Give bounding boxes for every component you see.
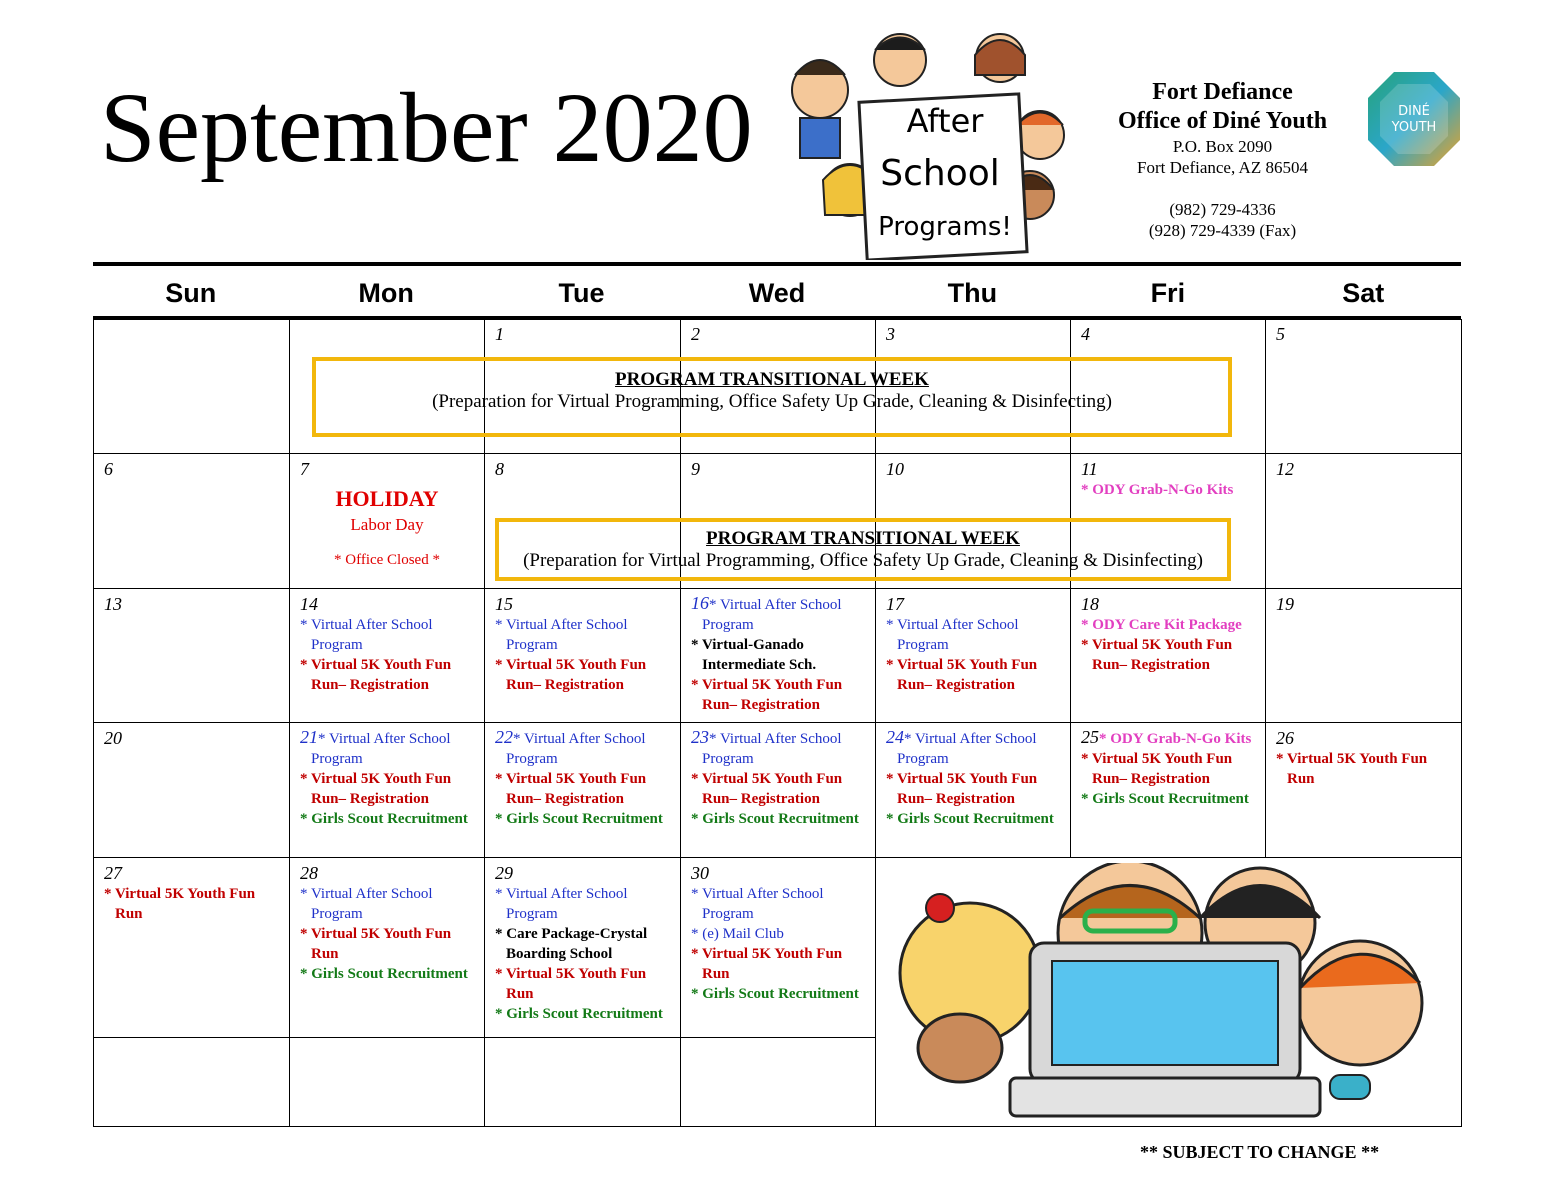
day-number: 6 bbox=[104, 459, 113, 479]
day-number: 5 bbox=[1276, 324, 1285, 344]
day-number: 30 bbox=[691, 863, 709, 883]
day-number: 16 bbox=[691, 593, 709, 613]
event-virtual-after-school: 24* Virtual After School Program bbox=[886, 727, 1037, 767]
weekday-tue: Tue bbox=[558, 278, 605, 308]
day-cell bbox=[681, 723, 876, 858]
event-virtual-after-school: * Virtual After School Program bbox=[495, 617, 628, 653]
event-virtual-after-school: * Virtual After School Program bbox=[691, 886, 824, 922]
banner-subtitle: (Preparation for Virtual Programming, Office Safety Up Grade, Cleaning & Disinfecting) bbox=[432, 391, 1112, 412]
day-number: 18 bbox=[1081, 594, 1099, 614]
event-5k-run: * Virtual 5K Youth Fun Run bbox=[1276, 751, 1428, 787]
day-cell-empty bbox=[485, 1038, 681, 1127]
logo-text-youth: YOUTH bbox=[1391, 120, 1437, 135]
org-name-line1: Fort Defiance bbox=[1152, 79, 1293, 105]
day-cell bbox=[485, 589, 681, 723]
day-number: 3 bbox=[886, 324, 895, 344]
event-5k-registration: * Virtual 5K Youth Fun Run– Registration bbox=[495, 657, 647, 693]
clipart-word-programs: Programs! bbox=[878, 212, 1012, 242]
event-5k-registration: * Virtual 5K Youth Fun Run– Registration bbox=[886, 657, 1038, 693]
event-care-kit: * ODY Care Kit Package bbox=[1081, 617, 1242, 633]
day-cell bbox=[1266, 319, 1462, 454]
event-5k-registration: * Virtual 5K Youth Fun Run– Registration bbox=[1081, 751, 1233, 787]
weekday-wed: Wed bbox=[748, 278, 806, 308]
event-girls-scout: * Girls Scout Recruitment bbox=[495, 1006, 663, 1022]
day-number: 13 bbox=[104, 594, 122, 614]
day-cell bbox=[94, 589, 290, 723]
event-5k-registration: * Virtual 5K Youth Fun Run– Registration bbox=[300, 771, 452, 807]
day-cell bbox=[94, 723, 290, 858]
day-number: 25 bbox=[1081, 727, 1099, 747]
event-5k-run: * Virtual 5K Youth Fun Run bbox=[300, 926, 452, 962]
event-grab-n-go: 25* ODY Grab-N-Go Kits bbox=[1081, 727, 1252, 747]
event-girls-scout: * Girls Scout Recruitment bbox=[495, 811, 663, 827]
day-cell bbox=[290, 858, 485, 1038]
day-cell bbox=[94, 858, 290, 1038]
day-cell bbox=[681, 589, 876, 723]
event-girls-scout: * Girls Scout Recruitment bbox=[300, 811, 468, 827]
event-5k-run: * Virtual 5K Youth Fun Run bbox=[691, 946, 843, 982]
banner-title: PROGRAM TRANSITIONAL WEEK bbox=[615, 369, 929, 390]
day-number: 1 bbox=[495, 324, 504, 344]
banner-subtitle: (Preparation for Virtual Programming, Office Safety Up Grade, Cleaning & Disinfecting) bbox=[523, 550, 1203, 571]
banner-title: PROGRAM TRANSITIONAL WEEK bbox=[706, 528, 1020, 549]
event-virtual-after-school: * Virtual After School Program bbox=[495, 886, 628, 922]
day-cell-empty bbox=[290, 1038, 485, 1127]
top-rule bbox=[93, 262, 1461, 266]
day-number: 2 bbox=[691, 324, 700, 344]
org-city: Fort Defiance, AZ 86504 bbox=[1137, 158, 1308, 177]
event-girls-scout: * Girls Scout Recruitment bbox=[691, 986, 859, 1002]
event-girls-scout: * Girls Scout Recruitment bbox=[1081, 791, 1249, 807]
event-5k-registration: * Virtual 5K Youth Fun Run– Registration bbox=[300, 657, 452, 693]
clipart-word-school: School bbox=[880, 153, 1000, 194]
day-number: 4 bbox=[1081, 324, 1090, 344]
event-5k-registration: * Virtual 5K Youth Fun Run– Registration bbox=[886, 771, 1038, 807]
day-cell bbox=[485, 858, 681, 1038]
logo-text-dine: DINÉ bbox=[1398, 104, 1430, 119]
day-number: 26 bbox=[1276, 728, 1294, 748]
event-virtual-after-school: * Virtual After School Program bbox=[300, 886, 433, 922]
day-cell bbox=[94, 454, 290, 589]
event-girls-scout: * Girls Scout Recruitment bbox=[691, 811, 859, 827]
event-5k-registration: * Virtual 5K Youth Fun Run– Registration bbox=[495, 771, 647, 807]
transitional-week-banner bbox=[495, 518, 1231, 581]
weekday-fri: Fri bbox=[1150, 278, 1186, 308]
event-mail-club: * (e) Mail Club bbox=[691, 926, 784, 942]
day-cell bbox=[290, 723, 485, 858]
day-number: 21 bbox=[300, 727, 318, 747]
day-cell bbox=[1071, 723, 1266, 858]
org-phone: (982) 729-4336 bbox=[1169, 200, 1276, 219]
holiday-notice bbox=[300, 486, 474, 569]
event-virtual-after-school: 23* Virtual After School Program bbox=[691, 727, 842, 767]
day-number: 24 bbox=[886, 727, 904, 747]
transitional-week-banner bbox=[312, 357, 1232, 437]
day-cell-empty bbox=[94, 319, 290, 454]
day-number: 19 bbox=[1276, 594, 1294, 614]
weekday-thu: Thu bbox=[947, 278, 998, 308]
day-cell bbox=[681, 858, 876, 1038]
day-number: 27 bbox=[104, 863, 122, 883]
day-cell bbox=[876, 723, 1071, 858]
day-cell-empty bbox=[94, 1038, 290, 1127]
day-number: 14 bbox=[300, 594, 318, 614]
event-5k-registration: * Virtual 5K Youth Fun Run– Registration bbox=[691, 677, 843, 713]
event-girls-scout: * Girls Scout Recruitment bbox=[300, 966, 468, 982]
day-cell bbox=[1266, 723, 1462, 858]
org-name-line2: Office of Diné Youth bbox=[1117, 108, 1328, 134]
day-number: 7 bbox=[300, 459, 309, 479]
day-number: 20 bbox=[104, 728, 122, 748]
day-number: 8 bbox=[495, 459, 504, 479]
dine-youth-logo bbox=[1366, 70, 1462, 168]
day-cell-empty bbox=[681, 1038, 876, 1127]
day-cell bbox=[290, 589, 485, 723]
day-number: 28 bbox=[300, 863, 318, 883]
holiday-name: Labor Day bbox=[350, 515, 424, 534]
event-girls-scout: * Girls Scout Recruitment bbox=[886, 811, 1054, 827]
day-number: 11 bbox=[1081, 459, 1098, 479]
day-number: 10 bbox=[886, 459, 904, 479]
event-virtual-after-school: * Virtual After School Program bbox=[886, 617, 1019, 653]
org-fax: (928) 729-4339 (Fax) bbox=[1148, 221, 1297, 240]
event-grab-n-go: * ODY Grab-N-Go Kits bbox=[1081, 482, 1234, 498]
day-number: 9 bbox=[691, 459, 700, 479]
event-5k-registration: * Virtual 5K Youth Fun Run– Registration bbox=[691, 771, 843, 807]
org-address-block bbox=[1095, 78, 1350, 241]
weekday-sun: Sun bbox=[165, 278, 217, 308]
after-school-clipart bbox=[775, 30, 1090, 260]
day-number: 12 bbox=[1276, 459, 1294, 479]
clipart-word-after: After bbox=[906, 102, 984, 140]
org-po-box: P.O. Box 2090 bbox=[1172, 137, 1273, 156]
day-cell bbox=[1071, 589, 1266, 723]
subject-to-change-note: ** SUBJECT TO CHANGE ** bbox=[1140, 1142, 1380, 1162]
event-virtual-after-school: * Virtual After School Program bbox=[300, 617, 433, 653]
day-number: 23 bbox=[691, 727, 709, 747]
event-virtual-after-school: 16* Virtual After School Program bbox=[691, 593, 842, 633]
day-cell bbox=[876, 589, 1071, 723]
event-care-package-crystal: * Care Package-Crystal Boarding School bbox=[495, 926, 648, 962]
page-title: September 2020 bbox=[100, 72, 753, 183]
day-number: 17 bbox=[886, 594, 904, 614]
day-number: 29 bbox=[495, 863, 513, 883]
holiday-title: HOLIDAY bbox=[335, 486, 439, 511]
day-cell bbox=[290, 454, 485, 589]
day-cell bbox=[1266, 454, 1462, 589]
day-number: 22 bbox=[495, 727, 513, 747]
event-virtual-after-school: 21* Virtual After School Program bbox=[300, 727, 451, 767]
day-cell bbox=[1266, 589, 1462, 723]
event-virtual-after-school: 22* Virtual After School Program bbox=[495, 727, 646, 767]
event-5k-run: * Virtual 5K Youth Fun Run bbox=[104, 886, 256, 922]
kids-computer-clipart bbox=[880, 863, 1460, 1125]
event-ganado: * Virtual-Ganado Intermediate Sch. bbox=[691, 637, 817, 673]
weekday-sat: Sat bbox=[1342, 278, 1385, 308]
day-number: 15 bbox=[495, 594, 513, 614]
event-5k-run: * Virtual 5K Youth Fun Run bbox=[495, 966, 647, 1002]
weekday-header bbox=[93, 270, 1461, 316]
weekday-mon: Mon bbox=[358, 278, 414, 308]
event-5k-registration: * Virtual 5K Youth Fun Run– Registration bbox=[1081, 637, 1233, 673]
office-closed-note: * Office Closed * bbox=[334, 552, 440, 568]
day-cell bbox=[485, 723, 681, 858]
